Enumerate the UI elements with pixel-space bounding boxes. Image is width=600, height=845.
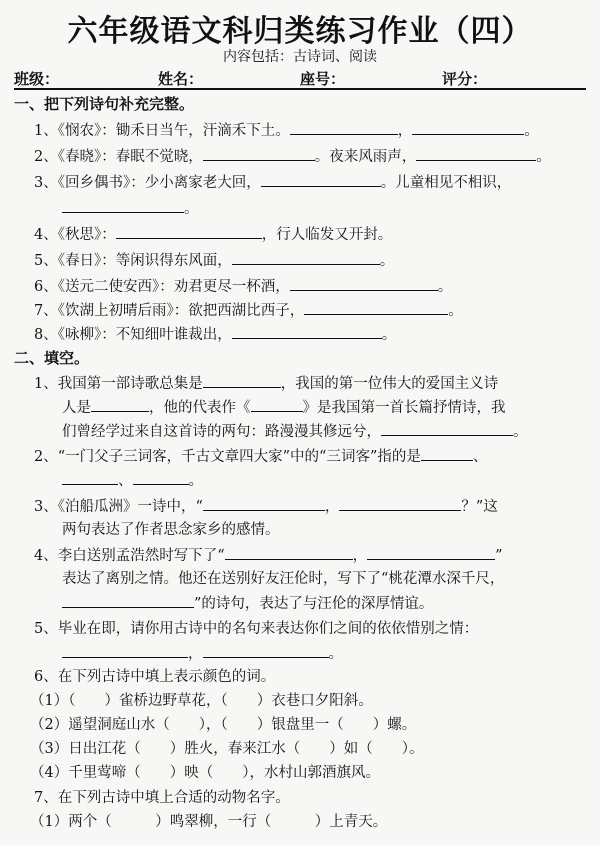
name-field-label: 姓名： (158, 70, 204, 88)
s2q2-text: 、 (118, 473, 133, 489)
s1q5-text: 5、《春日》：等闲识得东风面， (34, 253, 232, 269)
answer-blank[interactable] (304, 300, 448, 315)
page-title: 六年级语文科归类练习作业（四） (67, 14, 533, 49)
s1q8-text: 8、《咏柳》：不知细叶谁裁出， (34, 327, 232, 343)
answer-blank[interactable] (203, 643, 329, 658)
s1q3-end: 。 (184, 201, 199, 217)
answer-blank[interactable] (381, 421, 513, 436)
s2-q6-item-4: （4）千里莺啼（ ）映（ ），水村山郭酒旗风。 (30, 765, 380, 781)
class-field-label: 班级： (14, 70, 60, 88)
answer-blank[interactable] (116, 224, 262, 239)
s2-q7-item-1: （1）两个（ ）鸣翠柳，一行（ ）上青天。 (30, 814, 388, 830)
s1-question-3 (34, 172, 511, 193)
answer-blank[interactable] (232, 250, 380, 265)
s2q3-text: ？”这 (461, 499, 498, 515)
answer-blank[interactable] (232, 324, 382, 339)
answer-blank[interactable] (416, 146, 536, 161)
s2q1-text: 》是我国第一首长篇抒情诗，我 (302, 400, 506, 416)
s2-q6-item-1: （1）（ ）雀桥边野草花，（ ）衣巷口夕阳斜。 (30, 693, 373, 709)
answer-blank[interactable] (290, 276, 438, 291)
answer-blank[interactable] (367, 545, 495, 560)
s2q1-text: 们曾经学过来自这首诗的两句：路漫漫其修远兮， (62, 424, 381, 440)
s2q1-text: 人是 (62, 400, 91, 416)
s2q4-text: ， (352, 548, 368, 564)
s2-question-1-line3 (62, 421, 528, 442)
s1q2-end: 。 (536, 149, 551, 165)
s1q7-text: 7、《饮湖上初晴后雨》：欲把西湖比西子， (34, 303, 305, 319)
s1q7-end: 。 (448, 303, 463, 319)
answer-blank[interactable] (421, 446, 473, 461)
s2q3-text: ， (324, 499, 340, 515)
s2-question-5: 5、毕业在即，请你用古诗中的名句来表达你们之间的依依惜别之情： (34, 621, 479, 637)
answer-blank[interactable] (203, 146, 315, 161)
s2q4-text: 4、李白送别孟浩然时写下了“ (34, 548, 225, 564)
section2-heading: 二、填空。 (14, 349, 90, 367)
s2q1-text: ，他的代表作《 (149, 400, 251, 416)
s1q6-end: 。 (437, 279, 453, 295)
s2q3-text: 3、《泊船瓜洲》一诗中，“ (34, 499, 203, 515)
s2-question-3 (34, 496, 498, 517)
s1q4-mid: ，行人临发又开封。 (261, 227, 393, 243)
s1q2-mid: 。夜来风雨声， (314, 149, 417, 165)
s2q5-text: ， (188, 646, 203, 662)
s2q2-text: 。 (188, 473, 203, 489)
s1q3-mid: 。儿童相见不相识， (380, 175, 512, 191)
answer-blank[interactable] (261, 172, 381, 187)
answer-blank[interactable] (133, 470, 189, 485)
answer-blank[interactable] (412, 120, 524, 135)
s2-question-4 (34, 545, 503, 566)
s2-question-2 (34, 446, 487, 467)
answer-blank[interactable] (91, 397, 149, 412)
s2q4-text: ” (495, 548, 503, 564)
s2q1-text: 。 (513, 424, 528, 440)
answer-blank[interactable] (251, 397, 303, 412)
s2q5-text: 。 (328, 646, 343, 662)
s1-question-7 (34, 300, 463, 321)
s1-question-1 (34, 120, 539, 141)
s1-question-5 (34, 250, 394, 271)
page-subtitle: 内容包括：古诗词、阅读 (223, 49, 377, 65)
s1q3-text: 3、《回乡偶书》：少小离家老大回， (34, 175, 261, 191)
s1q2-text: 2、《春晓》：春眠不觉晓， (34, 149, 203, 165)
s1-question-2 (34, 146, 551, 167)
s2-question-5-line2 (62, 643, 343, 664)
s1q4-text: 4、《秋思》： (34, 227, 116, 243)
s2-question-1-line2 (62, 397, 506, 418)
s1-question-6 (34, 276, 452, 297)
answer-blank[interactable] (62, 470, 118, 485)
student-info-bar (14, 68, 586, 90)
seat-field-label: 座号： (300, 70, 346, 88)
answer-blank[interactable] (62, 198, 184, 213)
s1q1-text: 1、《悯农》：锄禾日当午，汗滴禾下土。 (34, 123, 290, 139)
answer-blank[interactable] (339, 496, 461, 511)
s1q5-end: 。 (379, 253, 395, 269)
s1q6-text: 6、《送元二使安西》：劝君更尽一杯酒， (34, 279, 290, 295)
answer-blank[interactable] (290, 120, 398, 135)
s2-q6-item-3: （3）日出江花（ ）胜火，春来江水（ ）如（ ）。 (30, 741, 424, 757)
section1-heading: 一、把下列诗句补充完整。 (14, 95, 195, 113)
s2-question-6-intro: 6、在下列古诗中填上表示颜色的词。 (34, 669, 276, 685)
s2q1-text: ，我国的第一位伟大的爱国主义诗 (280, 376, 499, 392)
s2q2-text: 2、“一门父子三词客，千古文章四大家”中的“三词客”指的是 (34, 449, 421, 465)
s2-q6-item-2: （2）遥望洞庭山水（ ），（ ）银盘里一（ ）螺。 (30, 717, 417, 733)
s2q4-text: ”的诗句，表达了与汪伦的深厚情谊。 (194, 596, 434, 612)
answer-blank[interactable] (62, 643, 188, 658)
s2q1-text: 1、我国第一部诗歌总集是 (34, 376, 203, 392)
s1q1-end: 。 (524, 123, 539, 139)
s2q2-text: 、 (472, 449, 488, 465)
s1-question-3-cont (62, 198, 199, 219)
s2-question-7-intro: 7、在下列古诗中填上合适的动物名字。 (34, 790, 290, 806)
answer-blank[interactable] (203, 373, 281, 388)
answer-blank[interactable] (62, 593, 194, 608)
s2-question-4-line3 (62, 593, 433, 614)
score-field-label: 评分： (442, 70, 488, 88)
s2-question-1 (34, 373, 498, 394)
s2-question-3-line2: 两句表达了作者思念家乡的感情。 (62, 522, 280, 538)
s1-question-8 (34, 324, 396, 345)
s2-question-2-line2 (62, 470, 203, 491)
answer-blank[interactable] (225, 545, 353, 560)
s2-question-4-line2: 表达了离别之情。他还在送别好友汪伦时，写下了“桃花潭水深千尺， (62, 571, 505, 587)
s1-question-4 (34, 224, 392, 245)
answer-blank[interactable] (203, 496, 325, 511)
s1q1-sep: ， (397, 123, 413, 139)
s1q8-end: 。 (381, 327, 397, 343)
